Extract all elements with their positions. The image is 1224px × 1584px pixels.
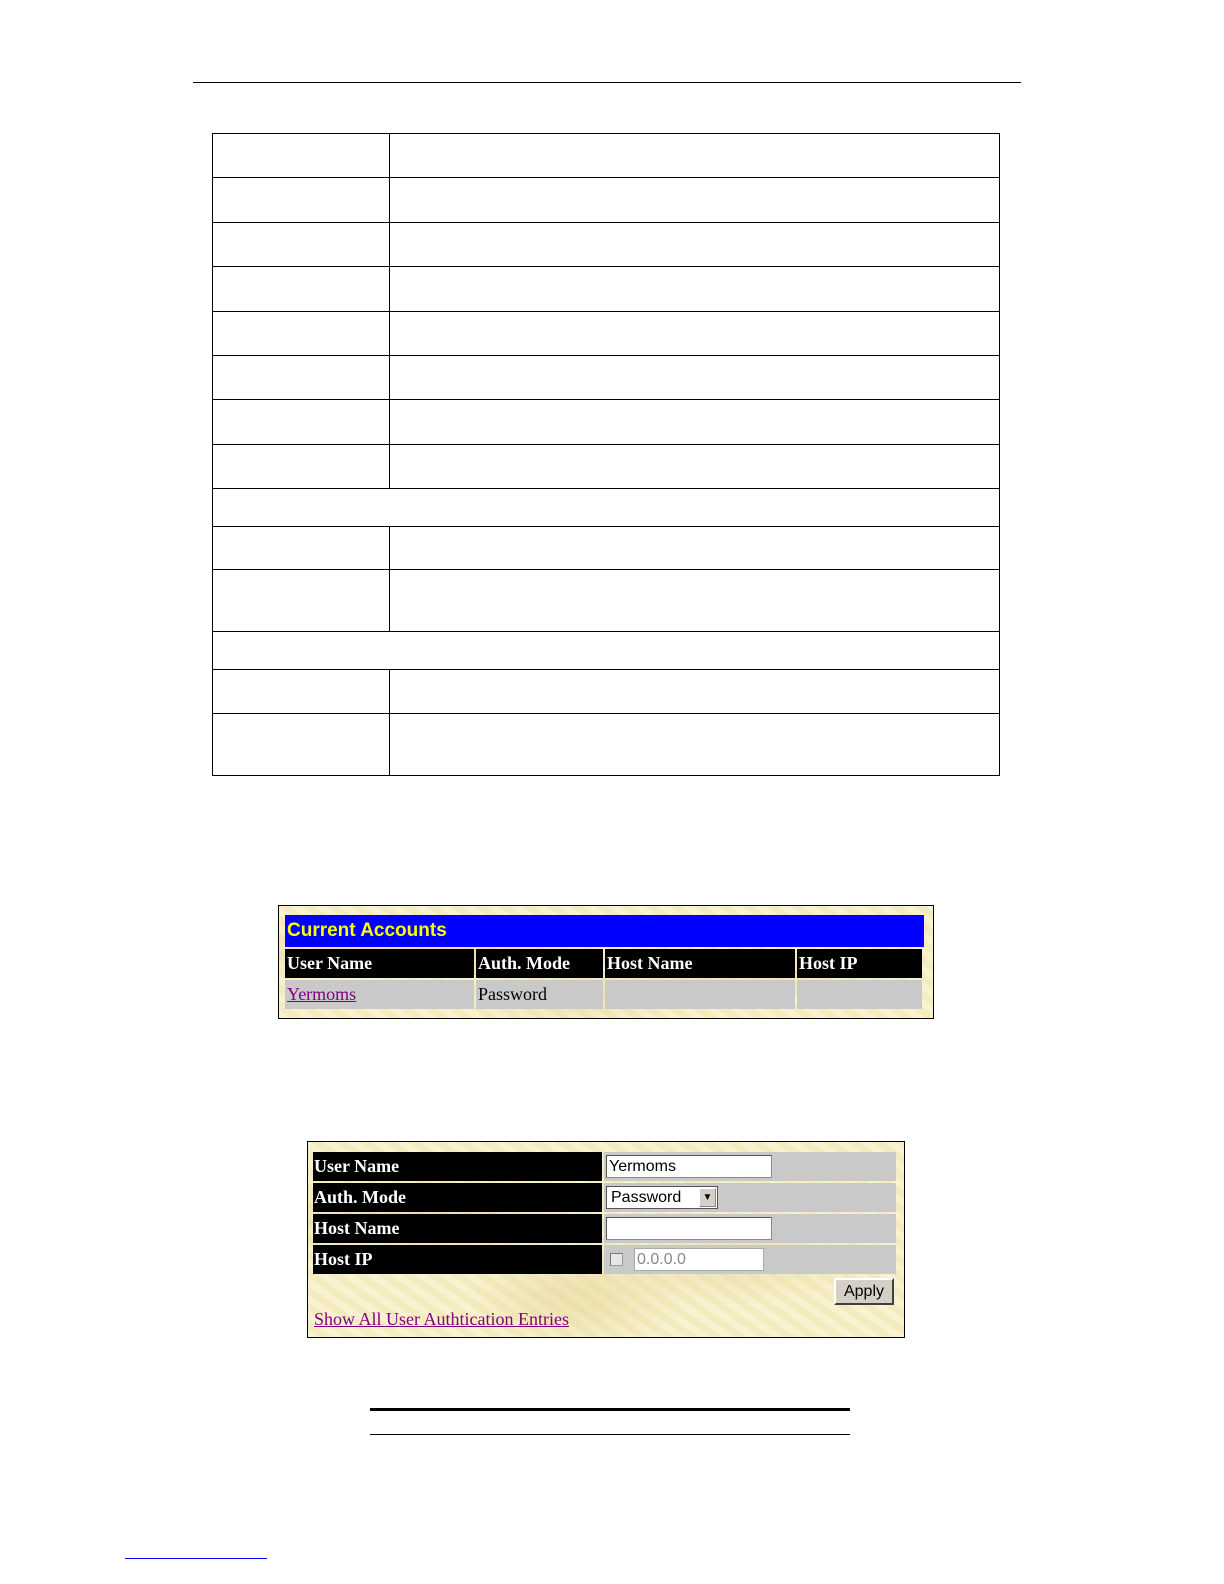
parameter-table	[212, 133, 1000, 776]
table-row	[213, 134, 1000, 178]
user-name-input[interactable]: Yermoms	[606, 1155, 772, 1178]
table-row	[213, 223, 1000, 267]
table-row	[213, 527, 1000, 570]
table-row	[213, 570, 1000, 632]
table-row	[213, 312, 1000, 356]
current-accounts-title: Current Accounts	[285, 915, 924, 947]
current-accounts-panel	[278, 905, 934, 1019]
apply-button[interactable]: Apply	[834, 1278, 894, 1305]
table-row	[213, 356, 1000, 400]
table-row	[213, 714, 1000, 776]
host-ip-checkbox[interactable]	[610, 1253, 623, 1266]
user-name-cell	[285, 980, 474, 1009]
header-rule	[193, 82, 1021, 83]
col-header-host-name: Host Name	[605, 949, 795, 978]
auth-mode-label: Auth. Mode	[313, 1183, 602, 1212]
accounts-header-row	[285, 949, 924, 978]
host-name-input[interactable]	[606, 1217, 772, 1240]
host-name-label: Host Name	[313, 1214, 602, 1243]
footnote-rule	[125, 1558, 267, 1559]
table-row	[213, 445, 1000, 489]
table-row	[213, 178, 1000, 223]
auth-mode-row	[313, 1183, 896, 1212]
host-ip-input[interactable]: 0.0.0.0	[634, 1248, 764, 1271]
host-name-cell	[605, 980, 795, 1009]
table-section-row	[213, 489, 1000, 527]
edit-account-panel	[307, 1141, 905, 1338]
host-ip-row	[313, 1245, 896, 1274]
host-ip-cell	[797, 980, 922, 1009]
table-section-row	[213, 632, 1000, 670]
table-row	[213, 267, 1000, 312]
host-ip-label: Host IP	[313, 1245, 602, 1274]
user-name-link[interactable]: Yermoms	[287, 984, 357, 1004]
host-name-row	[313, 1214, 896, 1243]
col-header-user-name: User Name	[285, 949, 474, 978]
user-name-label: User Name	[313, 1152, 602, 1181]
table-row	[285, 980, 924, 1009]
user-name-row	[313, 1152, 896, 1181]
table-row	[213, 400, 1000, 445]
auth-mode-cell: Password	[476, 980, 603, 1009]
auth-mode-selected-value: Password	[611, 1189, 682, 1206]
auth-mode-select[interactable]	[606, 1186, 718, 1209]
caption-rule-thick	[370, 1408, 850, 1411]
caption-rule-thin	[370, 1434, 850, 1435]
col-header-host-ip: Host IP	[797, 949, 922, 978]
chevron-down-icon[interactable]: ▼	[699, 1188, 716, 1207]
col-header-auth-mode: Auth. Mode	[476, 949, 603, 978]
table-row	[213, 670, 1000, 714]
show-all-entries-link[interactable]: Show All User Authtication Entries	[314, 1309, 569, 1329]
